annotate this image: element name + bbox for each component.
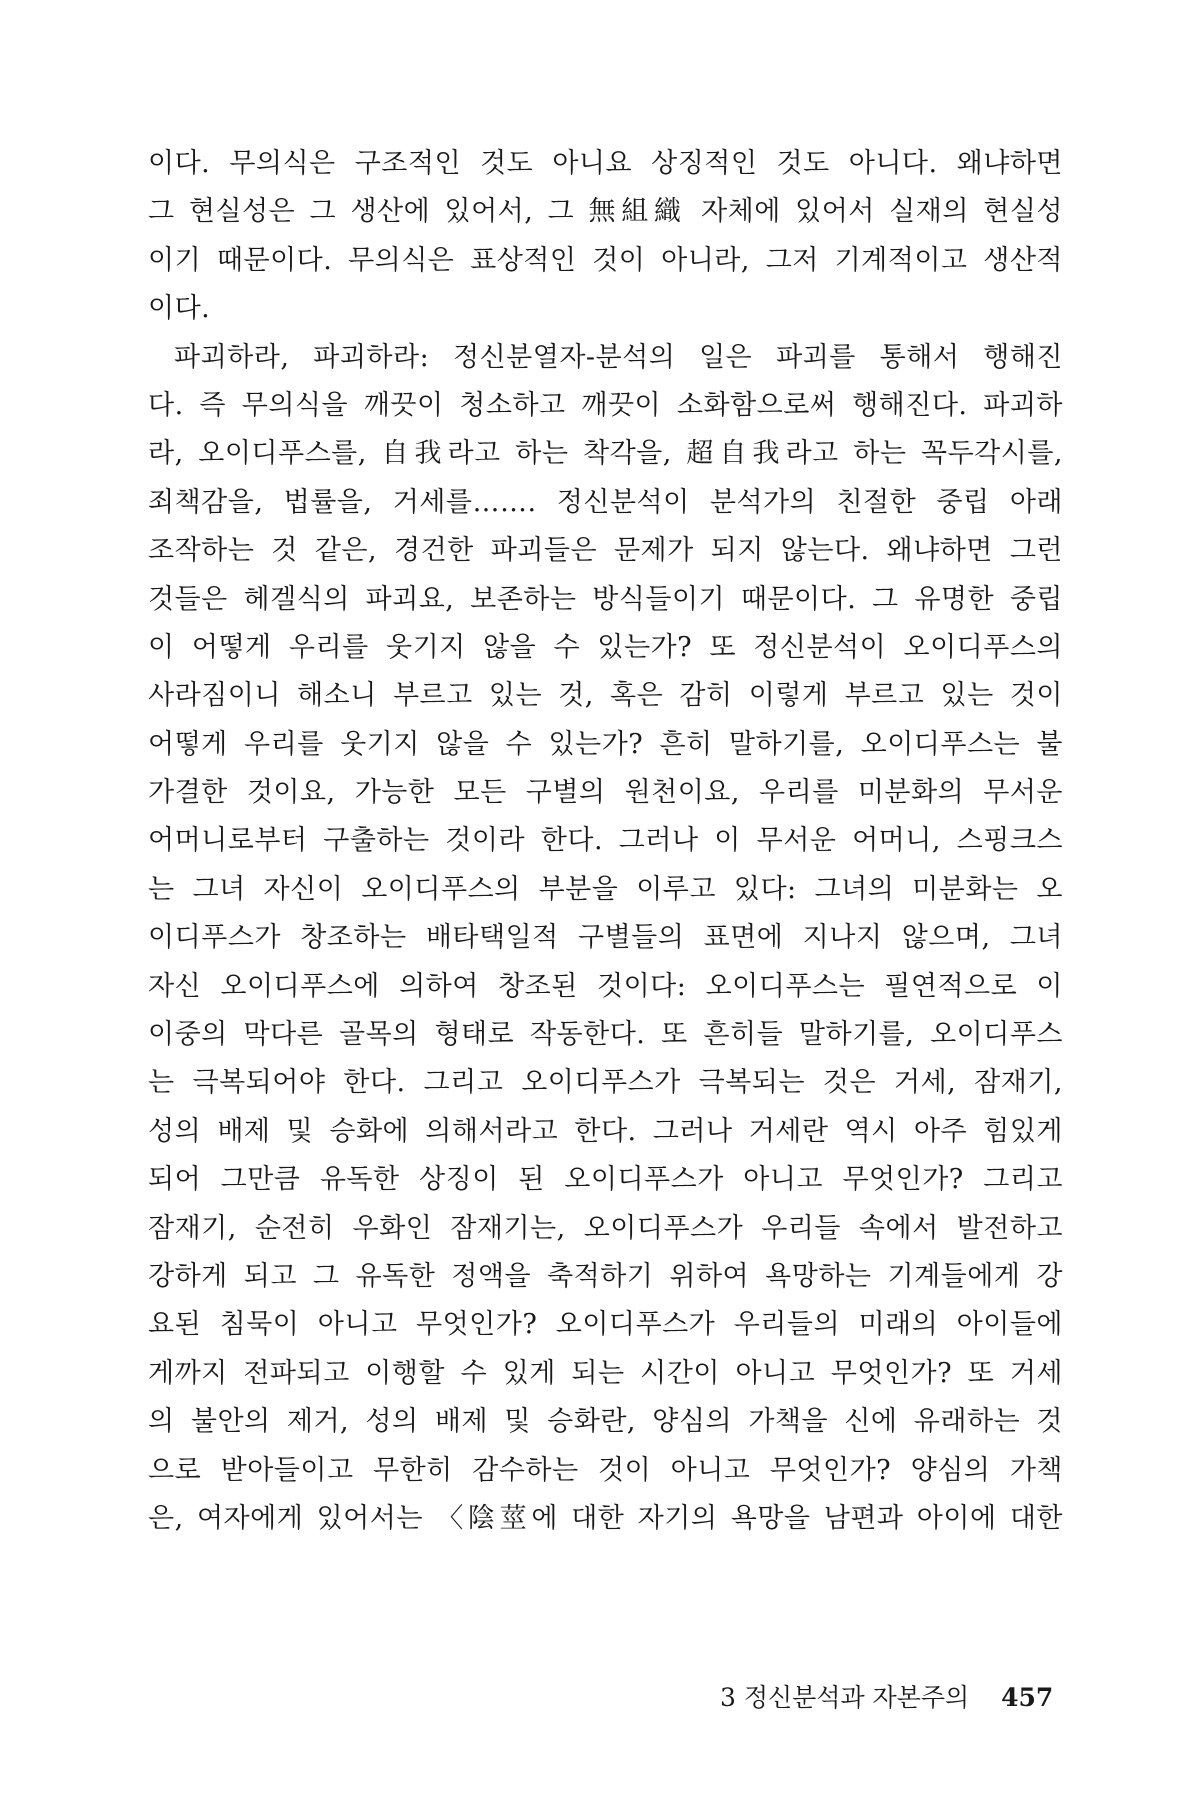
text-line: 것들은 헤겔식의 파괴요, 보존하는 방식들이기 때문이다. 그 유명한 중립 — [148, 583, 1063, 615]
text-line: 이다. 무의식은 구조적인 것도 아니요 상징적인 것도 아니다. 왜냐하면 — [148, 148, 1063, 179]
text-line: 는 그녀 자신이 오이디푸스의 부분을 이루고 있다: 그녀의 미분화는 오 — [148, 873, 1063, 905]
text-line: 가결한 것이요, 가능한 모든 구별의 원천이요, 우리를 미분화의 무서운 — [148, 777, 1063, 809]
text-line: 이기 때문이다. 무의식은 표상적인 것이 아니라, 그저 기계적이고 생산적 — [148, 244, 1063, 276]
chapter-title: 3 정신분석과 자본주의 — [720, 1683, 970, 1712]
text-line: 이중의 막다른 골목의 형태로 작동한다. 또 흔히들 말하기를, 오이디푸스 — [148, 1019, 1063, 1051]
text-line: 사라짐이니 해소니 부르고 있는 것, 혹은 감히 이렇게 부르고 있는 것이 — [148, 680, 1063, 712]
body-text — [148, 140, 1063, 1543]
text-line: 강하게 되고 그 유독한 정액을 축적하기 위하여 욕망하는 기계들에게 강 — [148, 1260, 1063, 1292]
page-number: 457 — [1001, 1683, 1054, 1712]
text-line: 죄책감을, 법률을, 거세를……. 정신분석이 분석가의 친절한 중립 아래 — [148, 486, 1063, 518]
text-line: 는 극복되어야 한다. 그리고 오이디푸스가 극복되는 것은 거세, 잠재기, — [148, 1067, 1063, 1099]
text-line: 조작하는 것 같은, 경건한 파괴들은 문제가 되지 않는다. 왜냐하면 그런 — [148, 535, 1063, 567]
text-line: 은, 여자에게 있어서는 〈陰莖에 대한 자기의 욕망을 남편과 아이에 대한 — [148, 1502, 1063, 1534]
text-line: 그 현실성은 그 생산에 있어서, 그 無組織 자체에 있어서 실재의 현실성 — [148, 196, 1063, 228]
text-line: 이다. — [148, 293, 211, 325]
text-line: 요된 침묵이 아니고 무엇인가? 오이디푸스가 우리들의 미래의 아이들에 — [148, 1309, 1063, 1341]
text-line: 파괴하라, 파괴하라: 정신분열자-분석의 일은 파괴를 통해서 행해진 — [174, 341, 1063, 373]
text-line: 게까지 전파되고 이행할 수 있게 되는 시간이 아니고 무엇인가? 또 거세 — [148, 1357, 1063, 1389]
text-line: 어머니로부터 구출하는 것이라 한다. 그러나 이 무서운 어머니, 스핑크스 — [148, 825, 1063, 857]
text-line: 의 불안의 제거, 성의 배제 및 승화란, 양심의 가책을 신에 유래하는 것 — [148, 1406, 1063, 1438]
running-footer — [720, 1678, 1053, 1714]
text-line: 어떻게 우리를 웃기지 않을 수 있는가? 흔히 말하기를, 오이디푸스는 불 — [148, 728, 1063, 760]
text-line: 자신 오이디푸스에 의하여 창조된 것이다: 오이디푸스는 필연적으로 이 — [148, 970, 1063, 1002]
text-line: 다. 즉 무의식을 깨끗이 청소하고 깨끗이 소화함으로써 행해진다. 파괴하 — [148, 389, 1063, 421]
text-line: 이 어떻게 우리를 웃기지 않을 수 있는가? 또 정신분석이 오이디푸스의 — [148, 631, 1063, 663]
text-line: 되어 그만큼 유독한 상징이 된 오이디푸스가 아니고 무엇인가? 그리고 — [148, 1164, 1063, 1196]
text-line: 성의 배제 및 승화에 의해서라고 한다. 그러나 거세란 역시 아주 힘있게 — [148, 1115, 1063, 1147]
text-line: 으로 받아들이고 무한히 감수하는 것이 아니고 무엇인가? 양심의 가책 — [148, 1454, 1063, 1486]
text-line: 라, 오이디푸스를, 自我라고 하는 착각을, 超自我라고 하는 꼭두각시를, — [148, 438, 1063, 470]
text-line: 잠재기, 순전히 우화인 잠재기는, 오이디푸스가 우리들 속에서 발전하고 — [148, 1212, 1063, 1244]
text-line: 이디푸스가 창조하는 배타택일적 구별들의 표면에 지나지 않으며, 그녀 — [148, 922, 1063, 954]
